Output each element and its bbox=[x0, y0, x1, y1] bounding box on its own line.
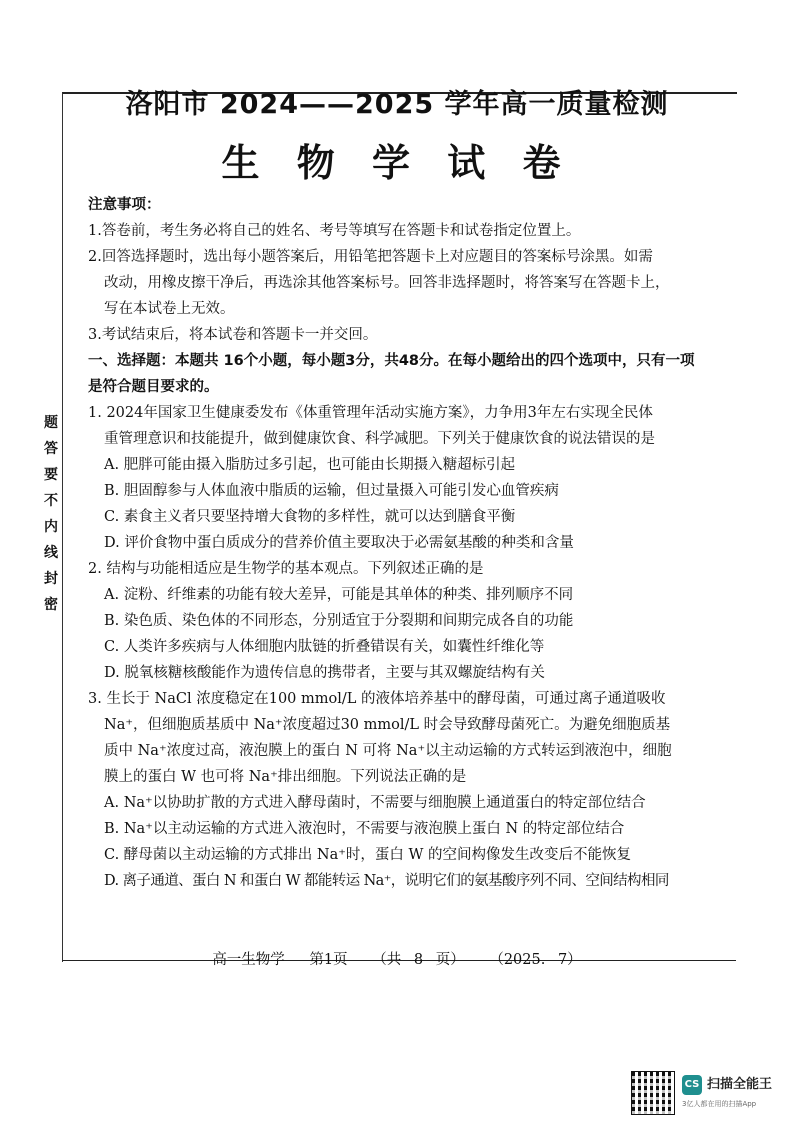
seal-char: 不 bbox=[44, 493, 58, 509]
seal-char: 要 bbox=[44, 467, 58, 483]
exam-title: 洛阳市 2024——2025 学年高一质量检测 bbox=[125, 89, 669, 120]
option-b: B. Na⁺以主动运输的方式进入液泡时，不需要与液泡膜上蛋白 N 的特定部位结合 bbox=[104, 821, 625, 837]
scanner-watermark bbox=[632, 1072, 792, 1116]
option-b: B. 胆固醇参与人体血液中脂质的运输，但过量摄入可能引发心血管疾病 bbox=[104, 483, 559, 499]
seal-char: 答 bbox=[44, 441, 58, 457]
option-a: A. 肥胖可能由摄入脂肪过多引起，也可能由长期摄入糖超标引起 bbox=[104, 457, 516, 473]
seal-char: 封 bbox=[44, 571, 58, 587]
note-item: 1.答卷前，考生务必将自己的姓名、考号等填写在答题卡和试卷指定位置上。 bbox=[88, 223, 581, 239]
section-heading: 一、选择题：本题共 16个小题，每小题3分，共48分。在每小题给出的四个选项中，只有一项 bbox=[88, 353, 695, 369]
option-c: C. 人类许多疾病与人体细胞内肽链的折叠错误有关，如囊性纤维化等 bbox=[104, 639, 545, 655]
question-1 bbox=[88, 400, 713, 556]
scanner-app-name: 扫描全能王 bbox=[707, 1077, 773, 1092]
option-b: B. 染色质、染色体的不同形态，分别适宜于分裂期和间期完成各自的功能 bbox=[104, 613, 574, 629]
question-stem: 2. 结构与功能相适应是生物学的基本观点。下列叙述正确的是 bbox=[88, 561, 484, 577]
question-stem: 3. 生长于 NaCl 浓度稳定在100 mmol/L 的液体培养基中的酵母菌，可通过离子通道吸收 bbox=[88, 691, 666, 707]
footer-course: 高一生物学 bbox=[212, 952, 285, 968]
note-item: 3.考试结束后，将本试卷和答题卡一并交回。 bbox=[88, 327, 378, 343]
question-stem: 1. 2024年国家卫生健康委发布《体重管理年活动实施方案》，力争用3年左右实现全民体 bbox=[88, 405, 653, 421]
option-a: A. Na⁺以协助扩散的方式进入酵母菌时，不需要与细胞膜上通道蛋白的特定部位结合 bbox=[104, 795, 646, 811]
seal-char: 内 bbox=[44, 519, 58, 535]
footer-total: （共 8 页） bbox=[372, 952, 465, 968]
note-item: 2.回答选择题时，选出每小题答案后，用铅笔把答题卡上对应题目的答案标号涂黑。如需 bbox=[88, 249, 653, 265]
notes-label: 注意事项： bbox=[88, 197, 161, 213]
camscanner-logo-icon: CS bbox=[682, 1075, 702, 1095]
seal-char: 线 bbox=[44, 545, 58, 561]
scanner-tagline: 3亿人都在用的扫描App bbox=[682, 1100, 757, 1108]
option-a: A. 淀粉、纤维素的功能有较大差异，可能是其单体的种类、排列顺序不同 bbox=[104, 587, 574, 603]
page-footer bbox=[0, 948, 794, 969]
footer-date: （2025. 7） bbox=[489, 952, 582, 968]
question-stem: 膜上的蛋白 W 也可将 Na⁺排出细胞。下列说法正确的是 bbox=[104, 769, 467, 785]
note-item: 写在本试卷上无效。 bbox=[104, 301, 235, 317]
note-item: 改动，用橡皮擦干净后，再选涂其他答案标号。回答非选择题时，将答案写在答题卡上， bbox=[104, 275, 670, 291]
question-2 bbox=[88, 556, 713, 686]
question-3 bbox=[88, 686, 713, 894]
seal-line-margin bbox=[40, 410, 62, 618]
footer-page: 第1页 bbox=[309, 952, 348, 968]
qr-code-icon bbox=[632, 1072, 674, 1114]
seal-char: 题 bbox=[44, 415, 58, 431]
section-heading-cont: 是符合题目要求的。 bbox=[88, 379, 219, 395]
option-d: D. 评价食物中蛋白质成分的营养价值主要取决于必需氨基酸的种类和含量 bbox=[104, 535, 574, 551]
option-d: D. 离子通道、蛋白 N 和蛋白 W 都能转运 Na⁺，说明它们的氨基酸序列不同、空间结构相同 bbox=[104, 873, 669, 889]
question-stem: 质中 Na⁺浓度过高，液泡膜上的蛋白 N 可将 Na⁺以主动运输的方式转运到液泡中，细胞 bbox=[104, 743, 672, 759]
question-stem: Na⁺，但细胞质基质中 Na⁺浓度超过30 mmol/L 时会导致酵母菌死亡。为避免细胞质基 bbox=[104, 717, 671, 733]
exam-content bbox=[88, 192, 713, 894]
option-c: C. 酵母菌以主动运输的方式排出 Na⁺时，蛋白 W 的空间构像发生改变后不能恢复 bbox=[104, 847, 632, 863]
option-c: C. 素食主义者只要坚持增大食物的多样性，就可以达到膳食平衡 bbox=[104, 509, 516, 525]
option-d: D. 脱氧核糖核酸能作为遗传信息的携带者，主要与其双螺旋结构有关 bbox=[104, 665, 545, 681]
question-stem: 重管理意识和技能提升，做到健康饮食、科学减肥。下列关于健康饮食的说法错误的是 bbox=[104, 431, 655, 447]
seal-char: 密 bbox=[44, 597, 58, 613]
exam-subject-title: 生 物 学 试 卷 bbox=[221, 141, 573, 185]
